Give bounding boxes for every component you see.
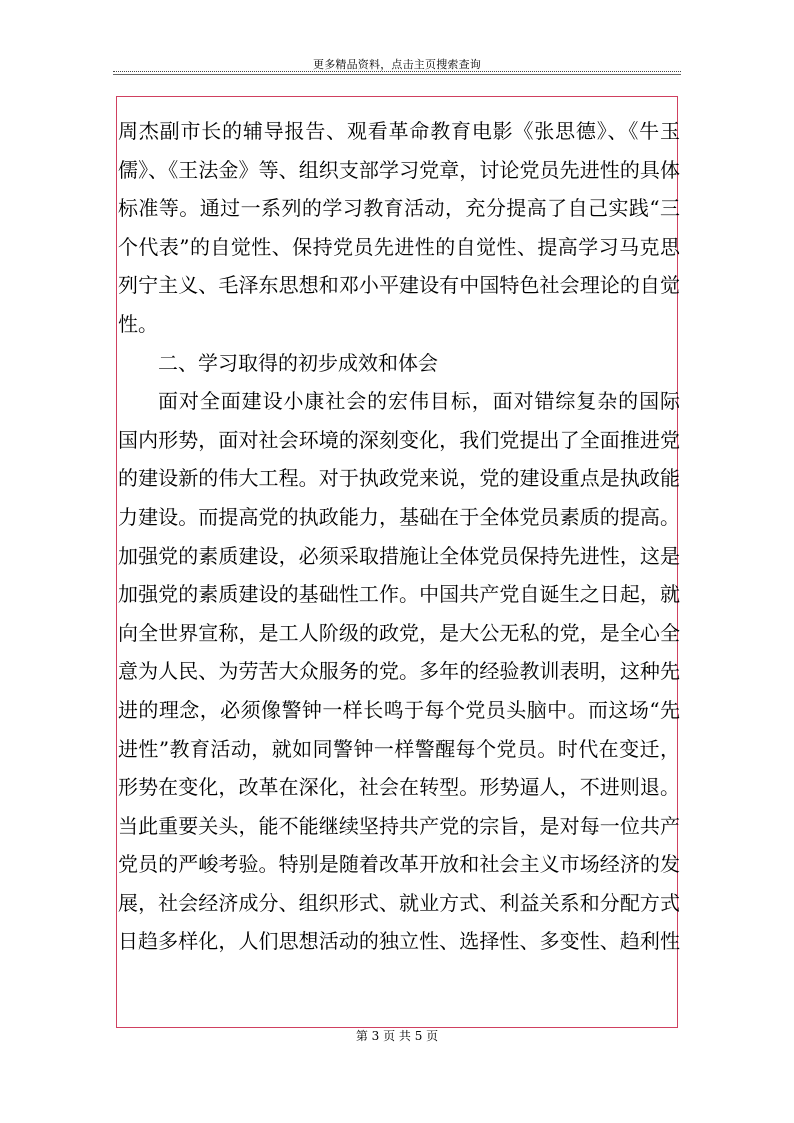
paragraph-line: 党员的严峻考验。特别是随着改革开放和社会主义市场经济的发 (118, 852, 680, 877)
paragraph-line: 标准等。通过一系列的学习教育活动，充分提高了自己实践“三 (118, 196, 680, 221)
page-header (113, 56, 681, 76)
paragraph-line: 加强党的素质建设的基础性工作。中国共产党自诞生之日起，就 (118, 582, 680, 607)
header-rule (113, 71, 681, 72)
paragraph-line: 列宁主义、毛泽东思想和邓小平建设有中国特色社会理论的自觉 (118, 273, 680, 298)
paragraph-line: 力建设。而提高党的执政能力，基础在于全体党员素质的提高。 (118, 504, 680, 529)
page-footer: 第 3 页 共 5 页 (355, 1029, 439, 1043)
paragraph-line: 个代表”的自觉性、保持党员先进性的自觉性、提高学习马克思 (118, 234, 680, 259)
paragraph-line: 展，社会经济成分、组织形式、就业方式、利益关系和分配方式 (118, 890, 680, 915)
header-text[interactable]: 更多精品资料，点击主页搜索查询 (313, 58, 481, 71)
paragraph-line: 向全世界宣称，是工人阶级的政党，是大公无私的党，是全心全 (118, 620, 680, 645)
paragraph-line: 国内形势，面对社会环境的深刻变化，我们党提出了全面推进党 (118, 427, 680, 452)
paragraph-line: 加强党的素质建设，必须采取措施让全体党员保持先进性，这是 (118, 543, 680, 568)
paragraph-line: 的建设新的伟大工程。对于执政党来说，党的建设重点是执政能 (118, 466, 680, 491)
paragraph-line: 日趋多样化，人们思想活动的独立性、选择性、多变性、趋利性 (118, 929, 680, 954)
paragraph-line: 面对全面建设小康社会的宏伟目标，面对错综复杂的国际 (158, 389, 680, 414)
section-heading: 二、学习取得的初步成效和体会 (158, 350, 438, 375)
paragraph-line: 意为人民、为劳苦大众服务的党。多年的经验教训表明，这种先 (118, 659, 680, 684)
paragraph-line: 儒》、《王法金》等、组织支部学习党章，讨论党员先进性的具体 (118, 157, 680, 182)
header-rule-solid (113, 74, 681, 75)
paragraph-line: 当此重要关头，能不能继续坚持共产党的宗旨，是对每一位共产 (118, 813, 680, 838)
paragraph-line: 进性”教育活动，就如同警钟一样警醒每个党员。时代在变迁， (118, 736, 680, 761)
paragraph-line: 形势在变化，改革在深化，社会在转型。形势逼人，不进则退。 (118, 775, 680, 800)
document-body (118, 112, 680, 961)
paragraph-line: 性。 (118, 311, 158, 336)
paragraph-line: 周杰副市长的辅导报告、观看革命教育电影《张思德》、《牛玉 (118, 119, 680, 143)
paragraph-line: 进的理念，必须像警钟一样长鸣于每个党员头脑中。而这场“先 (118, 697, 680, 722)
